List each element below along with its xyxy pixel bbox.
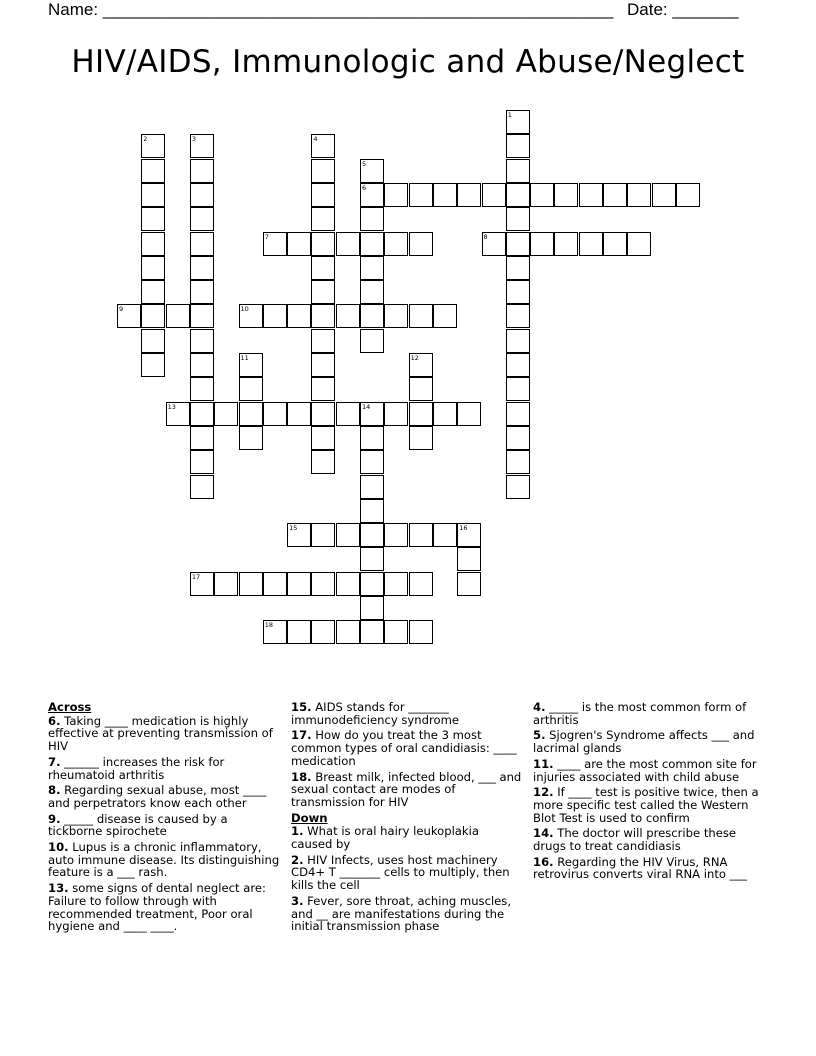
grid-cell[interactable]	[190, 159, 214, 183]
date-field-label: Date: _______	[627, 0, 739, 19]
cell-number: 10	[240, 305, 249, 314]
grid-cell[interactable]	[384, 620, 408, 644]
grid-cell[interactable]	[433, 304, 457, 328]
clue-across-9	[48, 813, 280, 838]
grid-cell[interactable]	[457, 183, 481, 207]
clue-down-11	[533, 758, 769, 783]
grid-cell[interactable]	[239, 353, 263, 377]
grid-cell[interactable]	[506, 207, 530, 231]
clue-across-17	[291, 729, 523, 767]
grid-cell[interactable]	[311, 304, 335, 328]
grid-cell[interactable]	[360, 572, 384, 596]
clue-number: 13.	[48, 881, 69, 896]
grid-cell[interactable]	[409, 353, 433, 377]
grid-cell[interactable]	[360, 475, 384, 499]
grid-cell[interactable]	[457, 523, 481, 547]
grid-cell[interactable]	[141, 134, 165, 158]
clues-column-2	[291, 701, 523, 936]
grid-cell[interactable]	[360, 183, 384, 207]
clue-text: ______ increases the risk for rheumatoid arthritis	[48, 754, 225, 782]
grid-cell[interactable]	[190, 207, 214, 231]
grid-cell[interactable]	[263, 620, 287, 644]
grid-cell[interactable]	[141, 304, 165, 328]
cell-number: 17	[191, 572, 201, 581]
grid-cell[interactable]	[311, 280, 335, 304]
clue-across-10	[48, 841, 280, 879]
grid-cell[interactable]	[554, 183, 578, 207]
grid-cell[interactable]	[409, 232, 433, 256]
clue-text: Sjogren's Syndrome affects ___ and lacrimal glands	[533, 728, 755, 756]
name-field-label: Name: ______________________________________________________	[48, 0, 614, 19]
grid-cell[interactable]	[360, 329, 384, 353]
grid-cell[interactable]	[287, 232, 311, 256]
grid-cell[interactable]	[409, 304, 433, 328]
grid-cell[interactable]	[190, 402, 214, 426]
grid-cell[interactable]	[506, 304, 530, 328]
cell-number: 15	[289, 524, 298, 533]
grid-cell[interactable]	[287, 304, 311, 328]
clue-text: If ____ test is positive twice, then a more specific test called the Western Blot Test is used to confirm	[533, 785, 759, 825]
clue-text: AIDS stands for _______ immunodeficiency syndrome	[291, 700, 460, 727]
grid-cell[interactable]	[190, 304, 214, 328]
clue-number: 11.	[533, 756, 554, 771]
clue-text: Lupus is a chronic inflammatory, auto immune disease. Its distinguishing feature is a ___ rash.	[48, 840, 280, 880]
grid-cell[interactable]	[506, 256, 530, 280]
across-heading: Across	[48, 700, 92, 714]
grid-cell[interactable]	[360, 523, 384, 547]
grid-cell[interactable]	[214, 572, 238, 596]
grid-cell[interactable]	[141, 353, 165, 377]
grid-cell[interactable]	[530, 183, 554, 207]
grid-cell[interactable]	[311, 450, 335, 474]
grid-cell[interactable]	[214, 402, 238, 426]
clue-number: 16.	[533, 854, 554, 869]
grid-cell[interactable]	[311, 572, 335, 596]
clue-number: 5.	[533, 728, 546, 743]
clue-across-13	[48, 882, 280, 933]
grid-cell[interactable]	[457, 402, 481, 426]
cell-number: 5	[362, 159, 367, 168]
clue-text: _____ disease is caused by a tickborne spirochete	[48, 811, 228, 839]
grid-cell[interactable]	[433, 523, 457, 547]
grid-cell[interactable]	[190, 450, 214, 474]
grid-cell[interactable]	[190, 134, 214, 158]
grid-cell[interactable]	[141, 329, 165, 353]
page-title: HIV/AIDS, Immunologic and Abuse/Neglect	[71, 44, 745, 80]
grid-cell[interactable]	[506, 426, 530, 450]
grid-cell[interactable]	[384, 232, 408, 256]
grid-cell[interactable]	[457, 572, 481, 596]
cell-number: 14	[362, 402, 371, 411]
grid-cell[interactable]	[311, 523, 335, 547]
clue-across-7	[48, 756, 280, 781]
grid-cell[interactable]	[311, 402, 335, 426]
grid-cell[interactable]	[141, 207, 165, 231]
grid-cell[interactable]	[360, 256, 384, 280]
grid-cell[interactable]	[239, 402, 263, 426]
clues-column-3	[533, 701, 769, 884]
clue-number: 15.	[291, 700, 312, 714]
grid-cell[interactable]	[627, 232, 651, 256]
grid-cell[interactable]	[190, 232, 214, 256]
grid-cell[interactable]	[360, 620, 384, 644]
grid-cell[interactable]	[506, 402, 530, 426]
grid-cell[interactable]	[311, 620, 335, 644]
grid-cell[interactable]	[409, 426, 433, 450]
clue-across-15	[291, 701, 523, 726]
clue-text: Breast milk, infected blood, ___ and sexual contact are modes of transmission for HIV	[291, 769, 522, 809]
grid-cell[interactable]	[360, 304, 384, 328]
grid-cell[interactable]	[239, 572, 263, 596]
grid-cell[interactable]	[384, 183, 408, 207]
grid-cell[interactable]	[190, 353, 214, 377]
grid-cell[interactable]	[554, 232, 578, 256]
clue-down-2	[291, 854, 523, 892]
grid-cell[interactable]	[336, 620, 360, 644]
grid-cell[interactable]	[239, 377, 263, 401]
grid-cell[interactable]	[579, 183, 603, 207]
grid-cell[interactable]	[384, 572, 408, 596]
cell-number: 4	[313, 135, 318, 144]
grid-cell[interactable]	[409, 183, 433, 207]
grid-cell[interactable]	[311, 377, 335, 401]
clue-across-6	[48, 715, 280, 753]
grid-cell[interactable]	[506, 377, 530, 401]
grid-cell[interactable]	[190, 329, 214, 353]
grid-cell[interactable]	[141, 159, 165, 183]
grid-cell[interactable]	[166, 402, 190, 426]
grid-cell[interactable]	[506, 475, 530, 499]
clue-number: 14.	[533, 826, 554, 841]
grid-cell[interactable]	[433, 402, 457, 426]
grid-cell[interactable]	[190, 475, 214, 499]
grid-cell[interactable]	[506, 329, 530, 353]
grid-cell[interactable]	[409, 377, 433, 401]
grid-cell[interactable]	[141, 183, 165, 207]
grid-cell[interactable]	[506, 280, 530, 304]
grid-cell[interactable]	[360, 547, 384, 571]
grid-cell[interactable]	[336, 572, 360, 596]
grid-cell[interactable]	[409, 402, 433, 426]
clue-text: Taking ____ medication is highly effective at preventing transmission of HIV	[48, 713, 273, 754]
grid-cell[interactable]	[336, 232, 360, 256]
grid-cell[interactable]	[141, 256, 165, 280]
clue-number: 1.	[291, 824, 304, 839]
down-heading: Down	[291, 810, 328, 825]
clue-number: 2.	[291, 852, 304, 867]
clue-text: The doctor will prescribe these drugs to treat candidiasis	[533, 826, 737, 854]
grid-cell[interactable]	[676, 183, 700, 207]
grid-cell[interactable]	[239, 426, 263, 450]
clue-text: Regarding sexual abuse, most ____ and perpetrators know each other	[48, 783, 267, 810]
clues-column-1	[48, 701, 280, 936]
clue-text: What is oral hairy leukoplakia caused by	[291, 824, 479, 852]
grid-cell[interactable]	[360, 499, 384, 523]
clue-text: Fever, sore throat, aching muscles, and __ are manifestations during the initial transmission phase	[291, 893, 512, 934]
grid-cell[interactable]	[409, 620, 433, 644]
cell-number: 6	[362, 183, 367, 192]
cell-number: 13	[167, 402, 176, 411]
clue-down-3	[291, 895, 523, 933]
clue-across-18	[291, 771, 523, 809]
grid-cell[interactable]	[506, 232, 530, 256]
grid-cell[interactable]	[360, 402, 384, 426]
grid-cell[interactable]	[336, 402, 360, 426]
grid-cell[interactable]	[409, 523, 433, 547]
grid-cell[interactable]	[311, 426, 335, 450]
grid-cell[interactable]	[384, 523, 408, 547]
grid-cell[interactable]	[263, 572, 287, 596]
grid-cell[interactable]	[190, 572, 214, 596]
grid-cell[interactable]	[530, 232, 554, 256]
grid-cell[interactable]	[287, 523, 311, 547]
grid-cell[interactable]	[482, 183, 506, 207]
grid-cell[interactable]	[433, 183, 457, 207]
grid-cell[interactable]	[360, 426, 384, 450]
clue-number: 7.	[48, 754, 61, 769]
grid-cell[interactable]	[506, 134, 530, 158]
grid-cell[interactable]	[311, 134, 335, 158]
grid-cell[interactable]	[457, 547, 481, 571]
grid-cell[interactable]	[311, 353, 335, 377]
clue-down-12	[533, 786, 769, 824]
grid-cell[interactable]	[409, 572, 433, 596]
grid-cell[interactable]	[311, 159, 335, 183]
clue-down-14	[533, 827, 769, 852]
grid-cell[interactable]	[311, 329, 335, 353]
grid-cell[interactable]	[287, 402, 311, 426]
clue-number: 6.	[48, 713, 61, 728]
grid-cell[interactable]	[384, 304, 408, 328]
clue-text: some signs of dental neglect are: Failure to follow through with recommended treatment, Poor oral hygiene and ____ ____.	[48, 881, 266, 934]
grid-cell[interactable]	[239, 304, 263, 328]
grid-cell[interactable]	[360, 280, 384, 304]
grid-cell[interactable]	[190, 183, 214, 207]
grid-cell[interactable]	[311, 207, 335, 231]
grid-cell[interactable]	[579, 232, 603, 256]
grid-cell[interactable]	[627, 183, 651, 207]
grid-cell[interactable]	[603, 232, 627, 256]
grid-cell[interactable]	[190, 280, 214, 304]
grid-cell[interactable]	[506, 110, 530, 134]
clue-text: _____ is the most common form of arthritis	[533, 700, 747, 727]
clue-number: 17.	[291, 728, 312, 743]
grid-cell[interactable]	[190, 377, 214, 401]
clue-number: 8.	[48, 783, 61, 798]
grid-cell[interactable]	[360, 159, 384, 183]
grid-cell[interactable]	[190, 426, 214, 450]
grid-cell[interactable]	[506, 159, 530, 183]
clue-down-5	[533, 729, 769, 754]
clue-across-8	[48, 784, 280, 809]
clue-text: How do you treat the 3 most common types of oral candidiasis: ____ medication	[291, 728, 517, 768]
grid-cell[interactable]	[652, 183, 676, 207]
grid-cell[interactable]	[287, 572, 311, 596]
clue-number: 18.	[291, 769, 312, 784]
grid-cell[interactable]	[190, 256, 214, 280]
grid-cell[interactable]	[360, 596, 384, 620]
grid-cell[interactable]	[360, 232, 384, 256]
grid-cell[interactable]	[311, 232, 335, 256]
grid-cell[interactable]	[360, 450, 384, 474]
grid-cell[interactable]	[384, 402, 408, 426]
clue-number: 4.	[533, 700, 546, 714]
grid-cell[interactable]	[360, 207, 384, 231]
cell-number: 16	[459, 524, 468, 533]
clue-number: 12.	[533, 785, 554, 800]
grid-cell[interactable]	[287, 620, 311, 644]
clue-number: 3.	[291, 893, 304, 908]
grid-cell[interactable]	[603, 183, 627, 207]
clue-text: HIV Infects, uses host machinery CD4+ T _______ cells to multiply, then kills the cell	[291, 852, 510, 893]
grid-cell[interactable]	[506, 353, 530, 377]
grid-cell[interactable]	[263, 304, 287, 328]
grid-cell[interactable]	[482, 232, 506, 256]
grid-cell[interactable]	[263, 232, 287, 256]
grid-cell[interactable]	[117, 304, 141, 328]
clue-text: Regarding the HIV Virus, RNA retrovirus converts viral RNA into ___	[533, 854, 748, 882]
grid-cell[interactable]	[336, 304, 360, 328]
cell-number: 7	[264, 232, 269, 241]
clue-down-16	[533, 856, 769, 881]
grid-cell[interactable]	[506, 183, 530, 207]
cell-number: 18	[264, 621, 274, 630]
cell-number: 12	[410, 354, 419, 362]
grid-cell[interactable]	[311, 183, 335, 207]
cell-number: 9	[119, 305, 124, 314]
clue-down-1	[291, 825, 523, 850]
grid-cell[interactable]	[166, 304, 190, 328]
cell-number: 2	[143, 135, 148, 144]
clue-number: 9.	[48, 811, 61, 826]
clue-number: 10.	[48, 840, 69, 855]
clue-text: ____ are the most common site for injuries associated with child abuse	[533, 756, 757, 784]
grid-cell[interactable]	[336, 523, 360, 547]
grid-cell[interactable]	[141, 232, 165, 256]
grid-cell[interactable]	[506, 450, 530, 474]
cell-number: 1	[507, 111, 512, 119]
cell-number: 3	[191, 135, 197, 144]
grid-cell[interactable]	[141, 280, 165, 304]
clue-down-4	[533, 701, 769, 726]
grid-cell[interactable]	[263, 402, 287, 426]
cell-number: 8	[483, 232, 488, 241]
grid-cell[interactable]	[311, 256, 335, 280]
cell-number: 11	[240, 354, 249, 362]
